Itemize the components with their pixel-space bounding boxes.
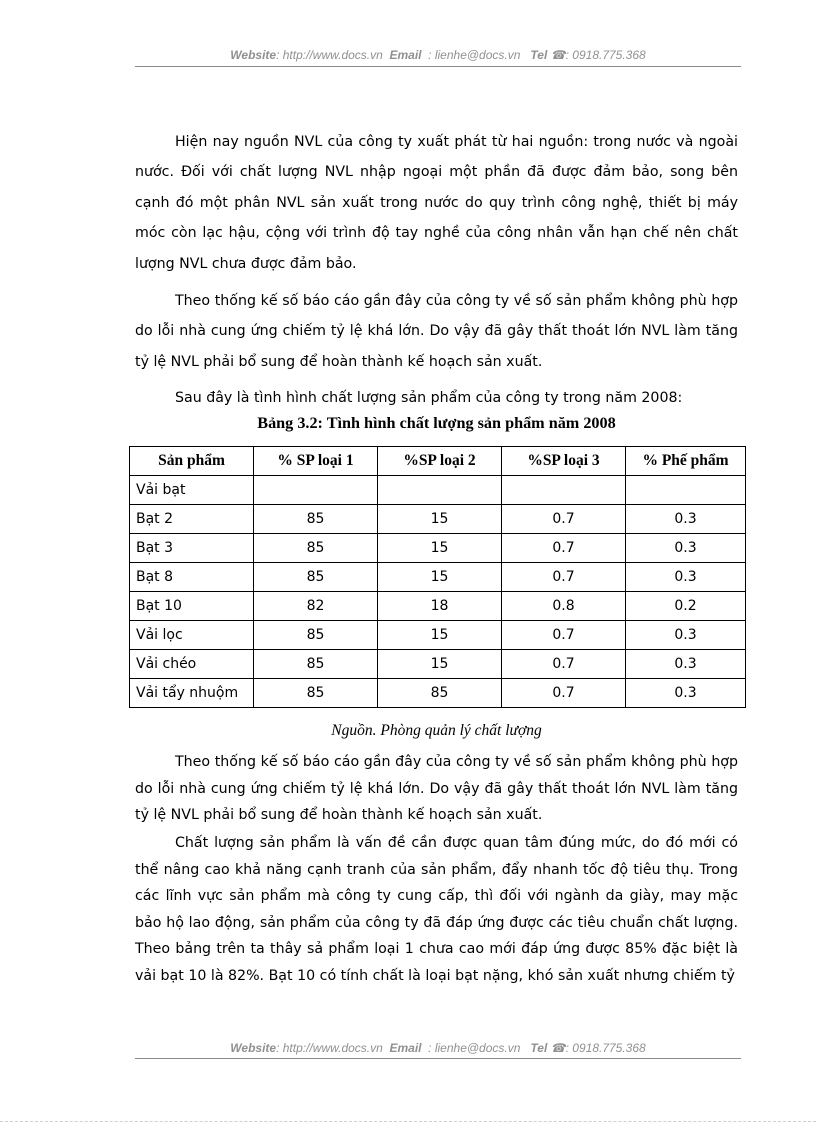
value-cell: 0.8 <box>502 592 626 621</box>
quality-table <box>129 446 746 708</box>
header-website-link[interactable]: : http://www.docs.vn <box>276 48 383 62</box>
value-cell: 0.3 <box>626 534 746 563</box>
value-cell: 85 <box>254 621 378 650</box>
product-cell: Vải chéo <box>130 650 254 679</box>
header-tel-value: : 0918.775.368 <box>565 48 646 62</box>
footer-website-link[interactable]: : http://www.docs.vn <box>276 1041 383 1055</box>
header-email-label: Email <box>389 48 422 62</box>
footer-divider <box>135 1058 741 1059</box>
table-caption: Bảng 3.2: Tình hình chất lượng sản phẩm năm 2008 <box>257 414 616 432</box>
table-row <box>130 650 746 679</box>
table-row <box>130 621 746 650</box>
table-row <box>130 592 746 621</box>
table-row <box>130 505 746 534</box>
value-cell: 85 <box>254 679 378 708</box>
paragraph-statistics-repeat: Theo thống kế số báo cáo gần đây của công ty về số sản phẩm không phù hợp do lỗi nhà cung ứng chiếm tỷ lệ khá lớn. Do vậy đã gây thất thoát lớn NVL làm tăng tỷ lệ NVL phải bổ sung để hoàn thành kế hoạch sản xuất. <box>135 754 738 823</box>
value-cell: 0.2 <box>626 592 746 621</box>
value-cell: 0.7 <box>502 679 626 708</box>
value-cell: 82 <box>254 592 378 621</box>
header-email-link[interactable]: : lienhe@docs.vn <box>428 48 521 62</box>
value-cell: 85 <box>254 563 378 592</box>
paragraph-nvl-sources: Hiện nay nguồn NVL của công ty xuất phát từ hai nguồn: trong nước và ngoài nước. Đối với chất lượng NVL nhập ngoại một phần đã được đảm bảo, song bên cạnh đó một phân NVL sản xuất trong nước do quy trình công nghệ, thiết bị máy móc còn lạc hậu, cộng với trình độ tay nghề của công nhân vẫn hạn chế nên chất lượng NVL chưa được đảm bảo. <box>135 134 738 272</box>
table-source: Nguồn. Phòng quản lý chất lượng <box>331 722 542 739</box>
phone-icon: ☎ <box>550 48 566 62</box>
footer-email-label: Email <box>389 1041 422 1055</box>
column-header: %SP loại 2 <box>378 447 502 476</box>
table-row <box>130 679 746 708</box>
footer-email-link[interactable]: : lienhe@docs.vn <box>428 1041 521 1055</box>
value-cell: 0.3 <box>626 505 746 534</box>
page-header <box>135 48 741 62</box>
product-cell: Vải lọc <box>130 621 254 650</box>
paragraph-statistics: Theo thống kế số báo cáo gần đây của công ty về số sản phẩm không phù hợp do lỗi nhà cung ứng chiếm tỷ lệ khá lớn. Do vậy đã gây thất thoát lớn NVL làm tăng tỷ lệ NVL phải bổ sung để hoàn thành kế hoạch sản xuất. <box>135 293 738 370</box>
column-header: Sản phẩm <box>130 447 254 476</box>
table-row <box>130 476 746 505</box>
column-header: % SP loại 1 <box>254 447 378 476</box>
paragraph-table-intro: Sau đây là tình hình chất lượng sản phẩm của công ty trong năm 2008: <box>175 390 683 406</box>
value-cell: 85 <box>254 650 378 679</box>
paragraph-product-quality: Chất lượng sản phẩm là vấn đề cần được quan tâm đúng mức, do đó mới có thể nâng cao khả năng cạnh tranh của sản phẩm, đẩy nhanh tốc độ tiêu thụ. Trong các lĩnh vực sản phẩm mà công ty cung cấp, thì đối với ngành da giày, may mặc bảo hộ lao động, sản phẩm của công ty đã đáp ứng được các tiêu chuẩn chất lượng. Theo bảng trên ta thây sả phẩm loại 1 chưa cao mới đáp ứng được 85% đặc biệt là vải bạt 10 là 82%. Bạt 10 có tính chất là loại bạt nặng, khó sản xuất nhưng chiếm tỷ <box>135 835 738 984</box>
header-website-label: Website <box>230 48 277 62</box>
page-break-line <box>0 1121 816 1122</box>
value-cell: 0.3 <box>626 679 746 708</box>
footer-tel-value: : 0918.775.368 <box>565 1041 646 1055</box>
value-cell: 15 <box>378 621 502 650</box>
product-cell: Bạt 2 <box>130 505 254 534</box>
value-cell: 18 <box>378 592 502 621</box>
header-tel-label: Tel <box>530 48 548 62</box>
header-divider <box>135 66 741 67</box>
value-cell <box>502 476 626 505</box>
table-row <box>130 534 746 563</box>
value-cell: 15 <box>378 534 502 563</box>
footer-tel-label: Tel <box>530 1041 548 1055</box>
value-cell: 15 <box>378 650 502 679</box>
value-cell: 0.7 <box>502 650 626 679</box>
value-cell <box>254 476 378 505</box>
page-footer <box>135 1041 741 1055</box>
value-cell: 0.3 <box>626 563 746 592</box>
value-cell: 0.3 <box>626 621 746 650</box>
footer-website-label: Website <box>230 1041 277 1055</box>
value-cell: 0.7 <box>502 621 626 650</box>
value-cell <box>626 476 746 505</box>
value-cell: 15 <box>378 505 502 534</box>
value-cell: 0.7 <box>502 534 626 563</box>
product-cell: Vải bạt <box>130 476 254 505</box>
product-cell: Bạt 3 <box>130 534 254 563</box>
column-header: %SP loại 3 <box>502 447 626 476</box>
value-cell: 0.3 <box>626 650 746 679</box>
product-cell: Bạt 10 <box>130 592 254 621</box>
value-cell: 85 <box>378 679 502 708</box>
product-cell: Vải tẩy nhuộm <box>130 679 254 708</box>
table-row <box>130 563 746 592</box>
value-cell <box>378 476 502 505</box>
column-header: % Phế phẩm <box>626 447 746 476</box>
value-cell: 85 <box>254 505 378 534</box>
table-header-row <box>130 447 746 476</box>
product-cell: Bạt 8 <box>130 563 254 592</box>
value-cell: 85 <box>254 534 378 563</box>
value-cell: 15 <box>378 563 502 592</box>
value-cell: 0.7 <box>502 563 626 592</box>
phone-icon: ☎ <box>550 1041 566 1055</box>
value-cell: 0.7 <box>502 505 626 534</box>
